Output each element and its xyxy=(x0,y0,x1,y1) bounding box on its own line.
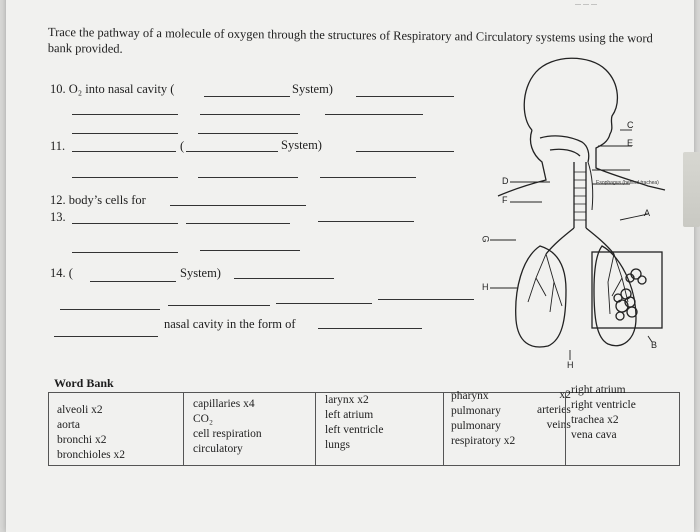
respiratory-diagram-drawing xyxy=(470,50,675,360)
word-bank-item: trachea x2 xyxy=(571,414,619,426)
word-bank-item: left ventricle xyxy=(325,424,384,436)
label-f: F xyxy=(502,195,508,205)
word-bank-item: x2 xyxy=(559,389,571,401)
q12-label: 12. body’s cells for xyxy=(50,193,146,207)
word-bank-item: circulatory xyxy=(193,443,243,455)
final-label: nasal cavity in the form of xyxy=(164,317,296,331)
q10-blank-5[interactable] xyxy=(72,133,178,134)
word-bank-col-5 xyxy=(571,383,636,443)
word-bank-col-3 xyxy=(325,393,383,453)
word-bank-item: left atrium xyxy=(325,409,374,421)
adjacent-window-tab[interactable] xyxy=(683,152,700,227)
q10-system-blank[interactable] xyxy=(204,96,290,97)
q12-blank[interactable] xyxy=(170,205,306,206)
word-bank-item: alveoli x2 xyxy=(57,404,103,416)
word-bank-divider xyxy=(565,393,566,465)
q13-label: 13. xyxy=(50,210,66,224)
q11-system-label: System) xyxy=(281,138,322,152)
word-bank-item: right atrium xyxy=(571,384,626,396)
q14-blank-3[interactable] xyxy=(168,305,270,306)
q11-blank-2[interactable] xyxy=(356,151,454,152)
q14-blank-4[interactable] xyxy=(276,303,372,304)
word-bank-col-4 xyxy=(451,389,515,449)
word-bank-item: capillaries x4 xyxy=(193,398,255,410)
word-bank-item: larynx x2 xyxy=(325,394,369,406)
word-bank-item: pulmonary xyxy=(451,420,501,432)
q11-blank-4[interactable] xyxy=(198,177,298,178)
q13-blank-3[interactable] xyxy=(318,221,414,222)
q11-system-blank[interactable] xyxy=(186,151,278,152)
label-esophagus: Esophagus (behind trachea) xyxy=(596,180,659,186)
q13-blank-4[interactable] xyxy=(72,252,178,253)
word-bank-divider xyxy=(315,393,316,465)
q14-blank-1[interactable] xyxy=(234,278,334,279)
label-e: E xyxy=(627,138,634,148)
q10-blank-4[interactable] xyxy=(325,114,423,115)
q11-label: 11. xyxy=(50,139,66,153)
word-bank-item: aorta xyxy=(57,419,80,431)
q10-blank-6[interactable] xyxy=(198,133,298,134)
word-bank-item: pulmonary xyxy=(451,405,501,417)
word-bank-item: bronchioles x2 xyxy=(57,449,126,461)
final-blank-2[interactable] xyxy=(318,328,422,329)
instructions-text: Trace the pathway of a molecule of oxygen through the structures of Respiratory and Circulatory systems using the word bank provided. xyxy=(47,24,653,56)
q14-blank-2[interactable] xyxy=(60,309,160,310)
word-bank-item: bronchi x2 xyxy=(57,434,107,446)
word-bank-item: right ventricle xyxy=(571,399,636,411)
q10-blank-3[interactable] xyxy=(200,114,300,115)
label-a: A xyxy=(644,208,651,218)
q13-blank-2[interactable] xyxy=(186,223,290,224)
q13-blank-1[interactable] xyxy=(72,223,178,224)
word-bank-col-1 xyxy=(57,403,125,463)
label-g: G xyxy=(480,235,491,243)
q10-label: 10. O₂ into nasal cavity ( xyxy=(50,82,175,96)
word-bank-divider xyxy=(183,393,184,465)
q14-label: 14. ( xyxy=(50,266,73,280)
word-bank-item: arteries xyxy=(537,404,571,416)
q11-blank-5[interactable] xyxy=(320,177,416,178)
label-h-left: H xyxy=(482,282,489,292)
word-bank-divider xyxy=(443,393,444,465)
q13-blank-5[interactable] xyxy=(200,250,300,251)
word-bank-item: CO₂ xyxy=(193,413,213,425)
word-bank-item: pharynx xyxy=(451,390,489,402)
label-h-bottom: H xyxy=(567,360,574,370)
word-bank-title: Word Bank xyxy=(54,376,114,390)
q10-blank-2[interactable] xyxy=(72,114,178,115)
label-d: D xyxy=(502,176,509,186)
word-bank-item: respiratory x2 xyxy=(451,435,516,447)
word-bank-item: vena cava xyxy=(571,429,617,441)
label-b: B xyxy=(651,340,658,350)
word-bank-box xyxy=(48,384,680,466)
q11-paren: ( xyxy=(180,139,185,153)
word-bank-item: veins xyxy=(546,419,571,431)
q14-system-label: System) xyxy=(180,266,221,280)
word-bank-item: lungs xyxy=(325,439,350,451)
q14-system-blank[interactable] xyxy=(90,281,176,282)
q11-blank-3[interactable] xyxy=(72,177,178,178)
q14-blank-5[interactable] xyxy=(378,299,474,300)
q10-blank-1[interactable] xyxy=(356,96,454,97)
q11-blank-1[interactable] xyxy=(72,151,176,152)
header-cue: ... ... ... xyxy=(575,0,597,7)
label-c: C xyxy=(627,120,634,130)
respiratory-diagram xyxy=(470,50,675,370)
word-bank-col-2 xyxy=(193,397,262,457)
q10-system-label: System) xyxy=(292,82,333,96)
word-bank-item: cell respiration xyxy=(193,428,262,440)
final-blank-1[interactable] xyxy=(54,336,158,337)
